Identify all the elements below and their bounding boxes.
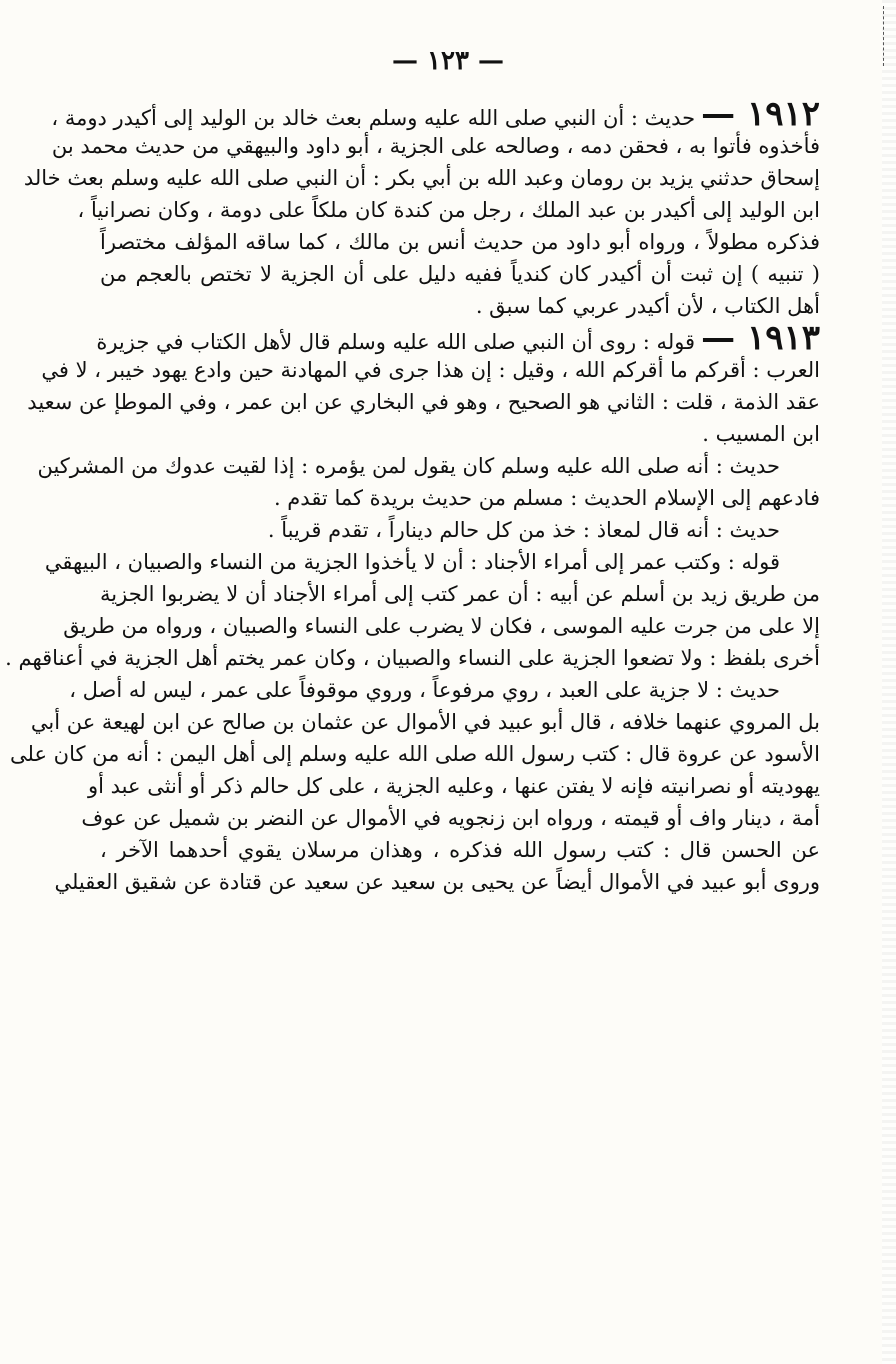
- text-line: ابن الوليد إلى أكيدر بن عبد الملك ، رجل من كندة كان ملكاً على دومة ، وكان نصرانياً ،: [77, 198, 820, 222]
- text-line: ( تنبيه ) إن ثبت أن أكيدر كان كندياً ففيه دليل على أن الجزية لا تختص بالعجم من: [100, 262, 820, 286]
- text-line: أمة ، دينار واف أو قيمته ، ورواه ابن زنجويه في الأموال عن النضر بن شميل عن عوف: [81, 806, 820, 830]
- text-line: ١٩١٢ —حديث : أن النبي صلى الله عليه وسلم بعث خالد بن الوليد إلى أكيدر دومة ،: [51, 94, 820, 134]
- text-line: وروى أبو عبيد في الأموال أيضاً عن يحيى بن سعيد عن سعيد عن قتادة عن شقيق العقيلي: [54, 870, 820, 894]
- text-line: من طريق زيد بن أسلم عن أبيه : أن عمر كتب إلى أمراء الأجناد أن لا يضربوا الجزية: [100, 582, 820, 606]
- text-line: حديث : لا جزية على العبد ، روي مرفوعاً ، وروي موقوفاً على عمر ، ليس له أصل ،: [69, 678, 780, 702]
- text-line: يهوديته أو نصرانيته فإنه لا يفتن عنها ، وعليه الجزية ، على كل حالم ذكر أو أنثى عبد أو: [88, 774, 820, 798]
- hadith-number: ١٩١٢ —: [701, 94, 820, 134]
- text-line: حديث : أنه صلى الله عليه وسلم كان يقول لمن يؤمره : إذا لقيت عدوك من المشركين: [37, 454, 780, 478]
- body-text: [5, 94, 820, 898]
- text-line: فأخذوه فأتوا به ، فحقن دمه ، وصالحه على الجزية ، أبو داود والبيهقي من حديث محمد بن: [51, 134, 820, 158]
- scan-edge: [882, 0, 896, 1364]
- text-line: إسحاق حدثني يزيد بن رومان وعبد الله بن أبي بكر : أن النبي صلى الله عليه وسلم بعث خالد: [23, 166, 820, 190]
- text-line: حديث : أنه قال لمعاذ : خذ من كل حالم ديناراً ، تقدم قريباً .: [267, 518, 780, 542]
- text-line: ابن المسيب .: [702, 422, 820, 446]
- text-line: عقد الذمة ، قلت : الثاني هو الصحيح ، وهو في البخاري عن ابن عمر ، وفي الموطإ عن سعيد: [27, 390, 820, 414]
- text-line: العرب : أقركم ما أقركم الله ، وقيل : إن هذا جرى في المهادنة حين وادع يهود خيبر ، لا في: [41, 358, 820, 382]
- text-line: ١٩١٣ —قوله : روى أن النبي صلى الله عليه وسلم قال لأهل الكتاب في جزيرة: [96, 318, 820, 358]
- hadith-number: ١٩١٣ —: [701, 318, 820, 358]
- text-line: بل المروي عنهما خلافه ، قال أبو عبيد في الأموال عن عثمان بن صالح عن ابن لهيعة عن أبي: [30, 710, 820, 734]
- text-line: أهل الكتاب ، لأن أكيدر عربي كما سبق .: [475, 294, 820, 318]
- text-line: عن الحسن قال : كتب رسول الله فذكره ، وهذان مرسلان يقوي أحدهما الآخر ،: [100, 838, 820, 862]
- text-line: فادعهم إلى الإسلام الحديث : مسلم من حديث بريدة كما تقدم .: [273, 486, 820, 510]
- text-line: فذكره مطولاً ، ورواه أبو داود من حديث أنس بن مالك ، كما ساقه المؤلف مختصراً: [100, 230, 820, 254]
- text-line: إلا على من جرت عليه الموسى ، فكان لا يضرب على النساء والصبيان ، ورواه من طريق: [63, 614, 820, 638]
- text-line: الأسود عن عروة قال : كتب رسول الله صلى الله عليه وسلم إلى أهل اليمن : أنه من كان على: [10, 742, 820, 766]
- text-line: قوله : وكتب عمر إلى أمراء الأجناد : أن لا يأخذوا الجزية من النساء والصبيان ، البيهقي: [44, 550, 780, 574]
- page-number: — ١٢٣ —: [391, 46, 505, 76]
- text-line: أخرى بلفظ : ولا تضعوا الجزية على النساء والصبيان ، وكان عمر يختم أهل الجزية في أعناقهم .: [5, 646, 820, 670]
